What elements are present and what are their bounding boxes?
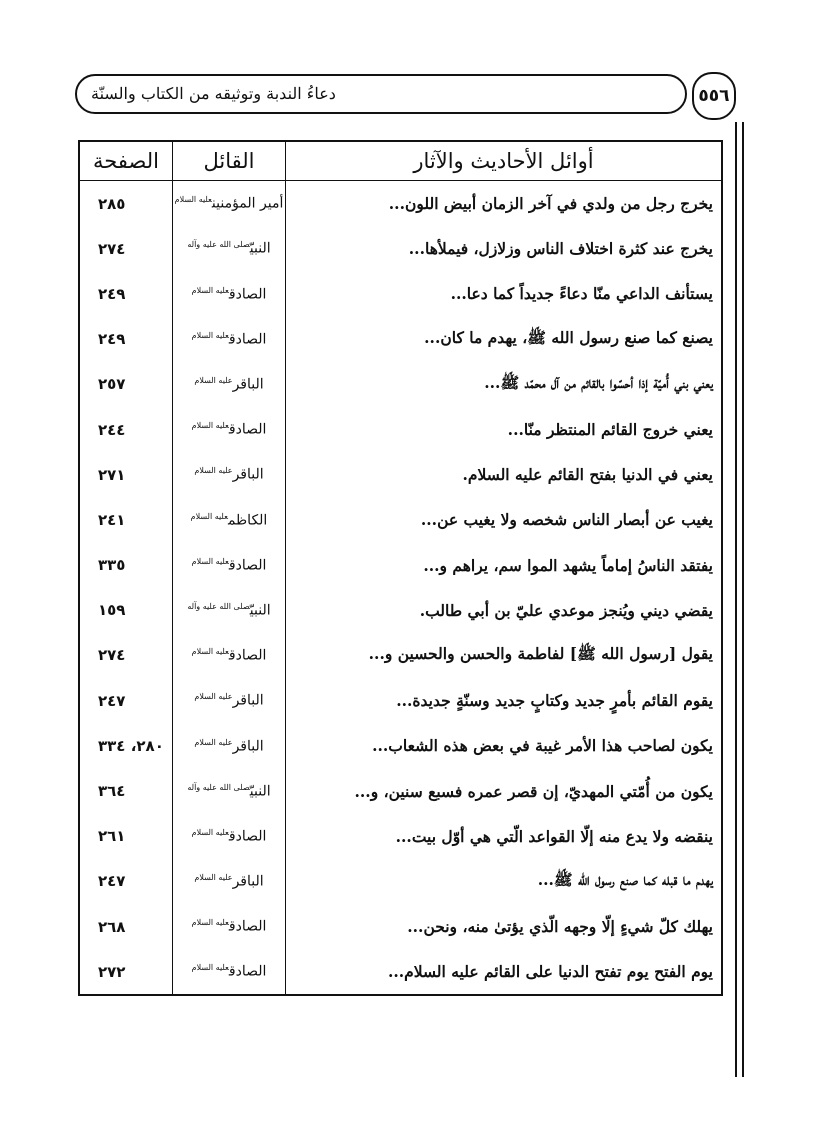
running-head (75, 74, 687, 114)
speaker-name: الصادق (228, 286, 267, 303)
speaker-name: الباقر (232, 467, 264, 484)
hadith-opening: يصنع كما صنع رسول الله ﷺ، يهدم ما كان... (286, 317, 723, 362)
page-ref: ١٥٩ (79, 588, 173, 633)
table-row (79, 588, 722, 633)
speaker-name: أمير المؤمنين (211, 195, 284, 212)
page-ref: ٢٧١ (79, 452, 173, 497)
honorific: عليه السلام (194, 873, 233, 883)
speaker-name: الباقر (232, 692, 264, 709)
honorific: عليه السلام (194, 466, 233, 476)
hadith-opening: يوم الفتح يوم تفتح الدنيا على القائم عليه السلام... (286, 949, 723, 995)
speaker (173, 452, 286, 497)
page-ref: ٢٦١ (79, 814, 173, 859)
hadith-opening: يكون من أُمّتي المهديّ، إن قصر عمره فسبع سنين، و... (286, 768, 723, 813)
hadith-opening: يقضي ديني ويُنجز موعدي عليّ بن أبي طالب. (286, 588, 723, 633)
honorific: عليه السلام (190, 511, 228, 521)
page-ref: ٢٦٨ (79, 904, 173, 949)
hadith-opening: يغيب عن أبصار الناس شخصه ولا يغيب عن... (286, 497, 723, 542)
honorific: عليه السلام (194, 376, 233, 386)
column-header-speaker: القائل (173, 141, 286, 181)
speaker (173, 497, 286, 542)
table-row (79, 497, 722, 542)
page-ref: ٢٥٧ (79, 362, 173, 407)
honorific: عليه السلام (191, 918, 229, 928)
hadith-opening: يخرج عند كثرة اختلاف الناس وزلازل، فيملأها... (286, 226, 723, 271)
index-table (78, 140, 723, 996)
speaker (173, 723, 286, 768)
table-row (79, 271, 722, 316)
hadith-opening: يستأنف الداعي منّا دعاءً جديداً كما دعا... (286, 271, 723, 316)
table-row (79, 452, 722, 497)
speaker (173, 678, 286, 723)
honorific: عليه السلام (191, 285, 229, 295)
honorific: صلى الله عليه وآله (187, 240, 250, 250)
honorific: عليه السلام (191, 827, 229, 837)
table-row (79, 678, 722, 723)
margin-rule (742, 122, 744, 1077)
speaker (173, 859, 286, 904)
speaker (173, 949, 286, 995)
hadith-opening: يقول [رسول الله ﷺ] لفاطمة والحسن والحسين و... (286, 633, 723, 678)
table-header-row (79, 141, 722, 181)
speaker (173, 181, 286, 227)
hadith-opening: ينقضه ولا يدع منه إلّا القواعد الّتي هي أوّل بيت... (286, 814, 723, 859)
honorific: عليه السلام (191, 330, 229, 340)
honorific: صلى الله عليه وآله (187, 601, 250, 611)
honorific: صلى الله عليه وآله (187, 782, 250, 792)
table-row (79, 814, 722, 859)
speaker (173, 588, 286, 633)
table-row (79, 859, 722, 904)
table-row (79, 543, 722, 588)
speaker (173, 317, 286, 362)
page-ref: ٢٤١ (79, 497, 173, 542)
speaker-name: النبيّ (249, 241, 271, 258)
table-row (79, 949, 722, 995)
speaker (173, 814, 286, 859)
speaker-name: الصادق (228, 964, 267, 981)
hadith-opening: يهدم ما قبله كما صنع رسول الله ﷺ... (286, 859, 723, 904)
speaker-name: الصادق (228, 331, 267, 348)
honorific: عليه السلام (174, 195, 212, 205)
speaker (173, 226, 286, 271)
honorific: عليه السلام (194, 692, 233, 702)
page-ref: ٢٤٤ (79, 407, 173, 452)
hadith-opening: يعني في الدنيا بفتح القائم عليه السلام. (286, 452, 723, 497)
table-row (79, 904, 722, 949)
page-ref: ٢٤٧ (79, 678, 173, 723)
speaker (173, 407, 286, 452)
table-row (79, 633, 722, 678)
page-ref: ٢٧٤ (79, 226, 173, 271)
honorific: عليه السلام (191, 647, 229, 657)
table-row (79, 407, 722, 452)
speaker-name: الصادق (228, 557, 267, 574)
column-header-page: الصفحة (79, 141, 173, 181)
page-ref: ٢٧٤ (79, 633, 173, 678)
page-ref: ٣٦٤ (79, 768, 173, 813)
speaker (173, 362, 286, 407)
margin-rule (735, 122, 737, 1077)
hadith-opening: يقوم القائم بأمرٍ جديد وكتابٍ جديد وسنّةٍ جديدة... (286, 678, 723, 723)
speaker-name: الباقر (232, 873, 264, 890)
honorific: عليه السلام (191, 556, 229, 566)
page-ref: ٣٣٥ (79, 543, 173, 588)
honorific: عليه السلام (191, 421, 229, 431)
page-ref: ٢٨٥ (79, 181, 173, 227)
speaker-name: الباقر (232, 738, 264, 755)
table-row (79, 317, 722, 362)
table-row (79, 226, 722, 271)
hadith-opening: يفتقد الناسُ إماماً يشهد الموا سم، يراهم و... (286, 543, 723, 588)
page-ref: ٢٤٩ (79, 317, 173, 362)
speaker (173, 543, 286, 588)
speaker-name: الصادق (228, 421, 267, 438)
hadith-opening: يعني بني أُميّة إذا أحسّوا بالقائم من آل محمّد ﷺ... (286, 362, 723, 407)
hadith-opening: يهلك كلّ شيءٍ إلّا وجهه الّذي يؤتىٰ منه، ونحن... (286, 904, 723, 949)
column-header-text: أوائل الأحاديث والآثار (286, 141, 723, 181)
hadith-opening: يخرج رجل من ولدي في آخر الزمان أبيض اللون... (286, 181, 723, 227)
speaker-name: الكاظم (227, 512, 268, 529)
speaker (173, 271, 286, 316)
speaker-name: النبيّ (249, 783, 271, 800)
speaker-name: الصادق (228, 828, 267, 845)
speaker-name: النبيّ (249, 602, 271, 619)
honorific: عليه السلام (191, 963, 229, 973)
speaker (173, 633, 286, 678)
hadith-opening: يكون لصاحب هذا الأمر غيبة في بعض هذه الشعاب... (286, 723, 723, 768)
running-head-title: دعاءُ الندبة وتوثيقه من الكتاب والسنّة (91, 84, 336, 103)
honorific: عليه السلام (194, 737, 233, 747)
page-ref: ٢٤٧ (79, 859, 173, 904)
table-row (79, 181, 722, 227)
speaker-name: الصادق (228, 647, 267, 664)
hadith-opening: يعني خروج القائم المنتظر منّا... (286, 407, 723, 452)
page-number: ٥٥٦ (692, 72, 736, 120)
page-ref: ٢٤٩ (79, 271, 173, 316)
speaker (173, 904, 286, 949)
page-ref: ٢٧٢ (79, 949, 173, 995)
speaker (173, 768, 286, 813)
table-row (79, 723, 722, 768)
speaker-name: الصادق (228, 918, 267, 935)
speaker-name: الباقر (232, 376, 264, 393)
page-ref: ٢٨٠، ٣٣٤ (79, 723, 173, 768)
table-row (79, 362, 722, 407)
table-row (79, 768, 722, 813)
